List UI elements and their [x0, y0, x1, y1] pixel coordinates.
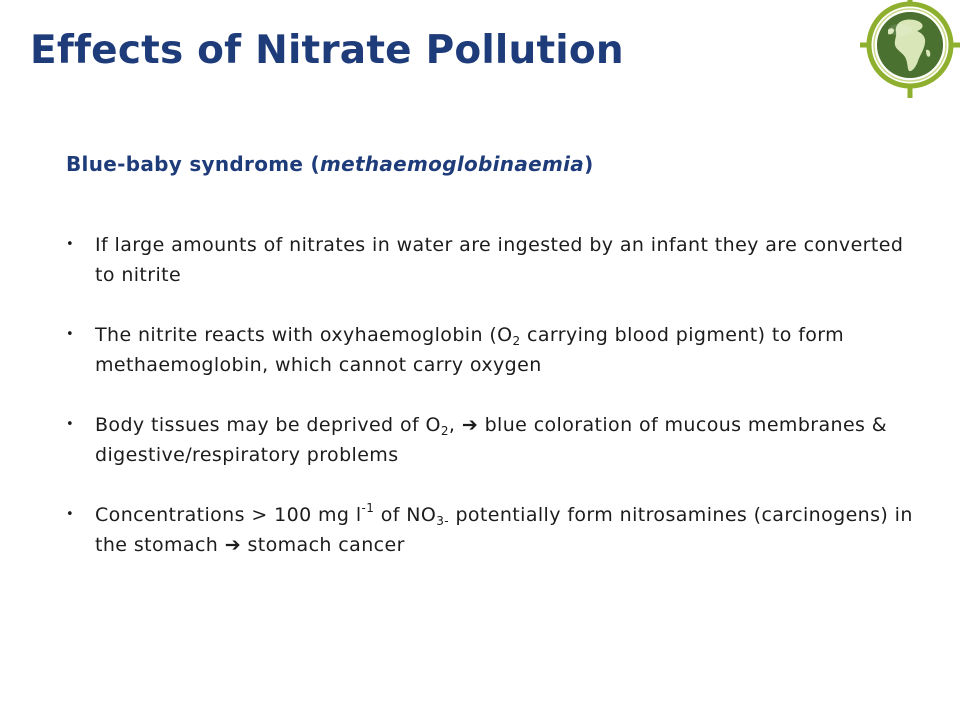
- superscript: -1: [361, 501, 375, 515]
- bullet-item-nitrite-reaction: [66, 320, 926, 380]
- right-arrow-icon: ➔: [224, 534, 242, 556]
- bullet-text-part: blue coloration of mucous membranes & digestive/respiratory problems: [95, 414, 888, 466]
- bullet-text: [95, 324, 844, 376]
- bullet-text-part: of NO: [374, 504, 437, 526]
- bullet-marker: •: [66, 507, 75, 522]
- bullet-text-part: The nitrite reacts with oxyhaemoglobin (O: [95, 324, 513, 346]
- bullet-text-part: Concentrations > 100 mg l: [95, 504, 362, 526]
- bullet-text-part: potentially form nitrosamines (carcinogens) in the stomach: [95, 504, 913, 556]
- subtitle-close-paren: ): [584, 152, 594, 176]
- bullet-text-part: stomach cancer: [241, 534, 405, 556]
- bullet-text: [95, 414, 887, 466]
- subscript: 2: [512, 334, 521, 348]
- bullet-list: [66, 230, 926, 590]
- bullet-text: [95, 501, 913, 556]
- subtitle-text: Blue-baby syndrome (: [66, 152, 320, 176]
- globe-logo-icon: [860, 0, 960, 98]
- slide-title: Effects of Nitrate Pollution: [30, 28, 624, 73]
- bullet-text-part: Body tissues may be deprived of O: [95, 414, 441, 436]
- bullet-text-part: If large amounts of nitrates in water are ingested by an infant they are converted to nitrite: [95, 234, 904, 286]
- right-arrow-icon: ➔: [461, 414, 479, 436]
- bullet-item-ingestion: [66, 230, 926, 290]
- bullet-marker: •: [66, 237, 75, 252]
- bullet-text-part: carrying blood pigment) to form methaemoglobin, which cannot carry oxygen: [95, 324, 845, 376]
- bullet-item-tissue-deprivation: [66, 410, 926, 470]
- bullet-item-concentrations: [66, 500, 926, 560]
- bullet-text-part: ,: [448, 414, 462, 436]
- subscript: 2: [440, 424, 449, 438]
- bullet-marker: •: [66, 417, 75, 432]
- bullet-marker: •: [66, 327, 75, 342]
- bullet-text: [95, 234, 903, 286]
- subscript: 3-: [436, 514, 449, 528]
- subtitle-italic-term: methaemoglobinaemia: [319, 152, 585, 176]
- slide-subtitle: [66, 152, 594, 176]
